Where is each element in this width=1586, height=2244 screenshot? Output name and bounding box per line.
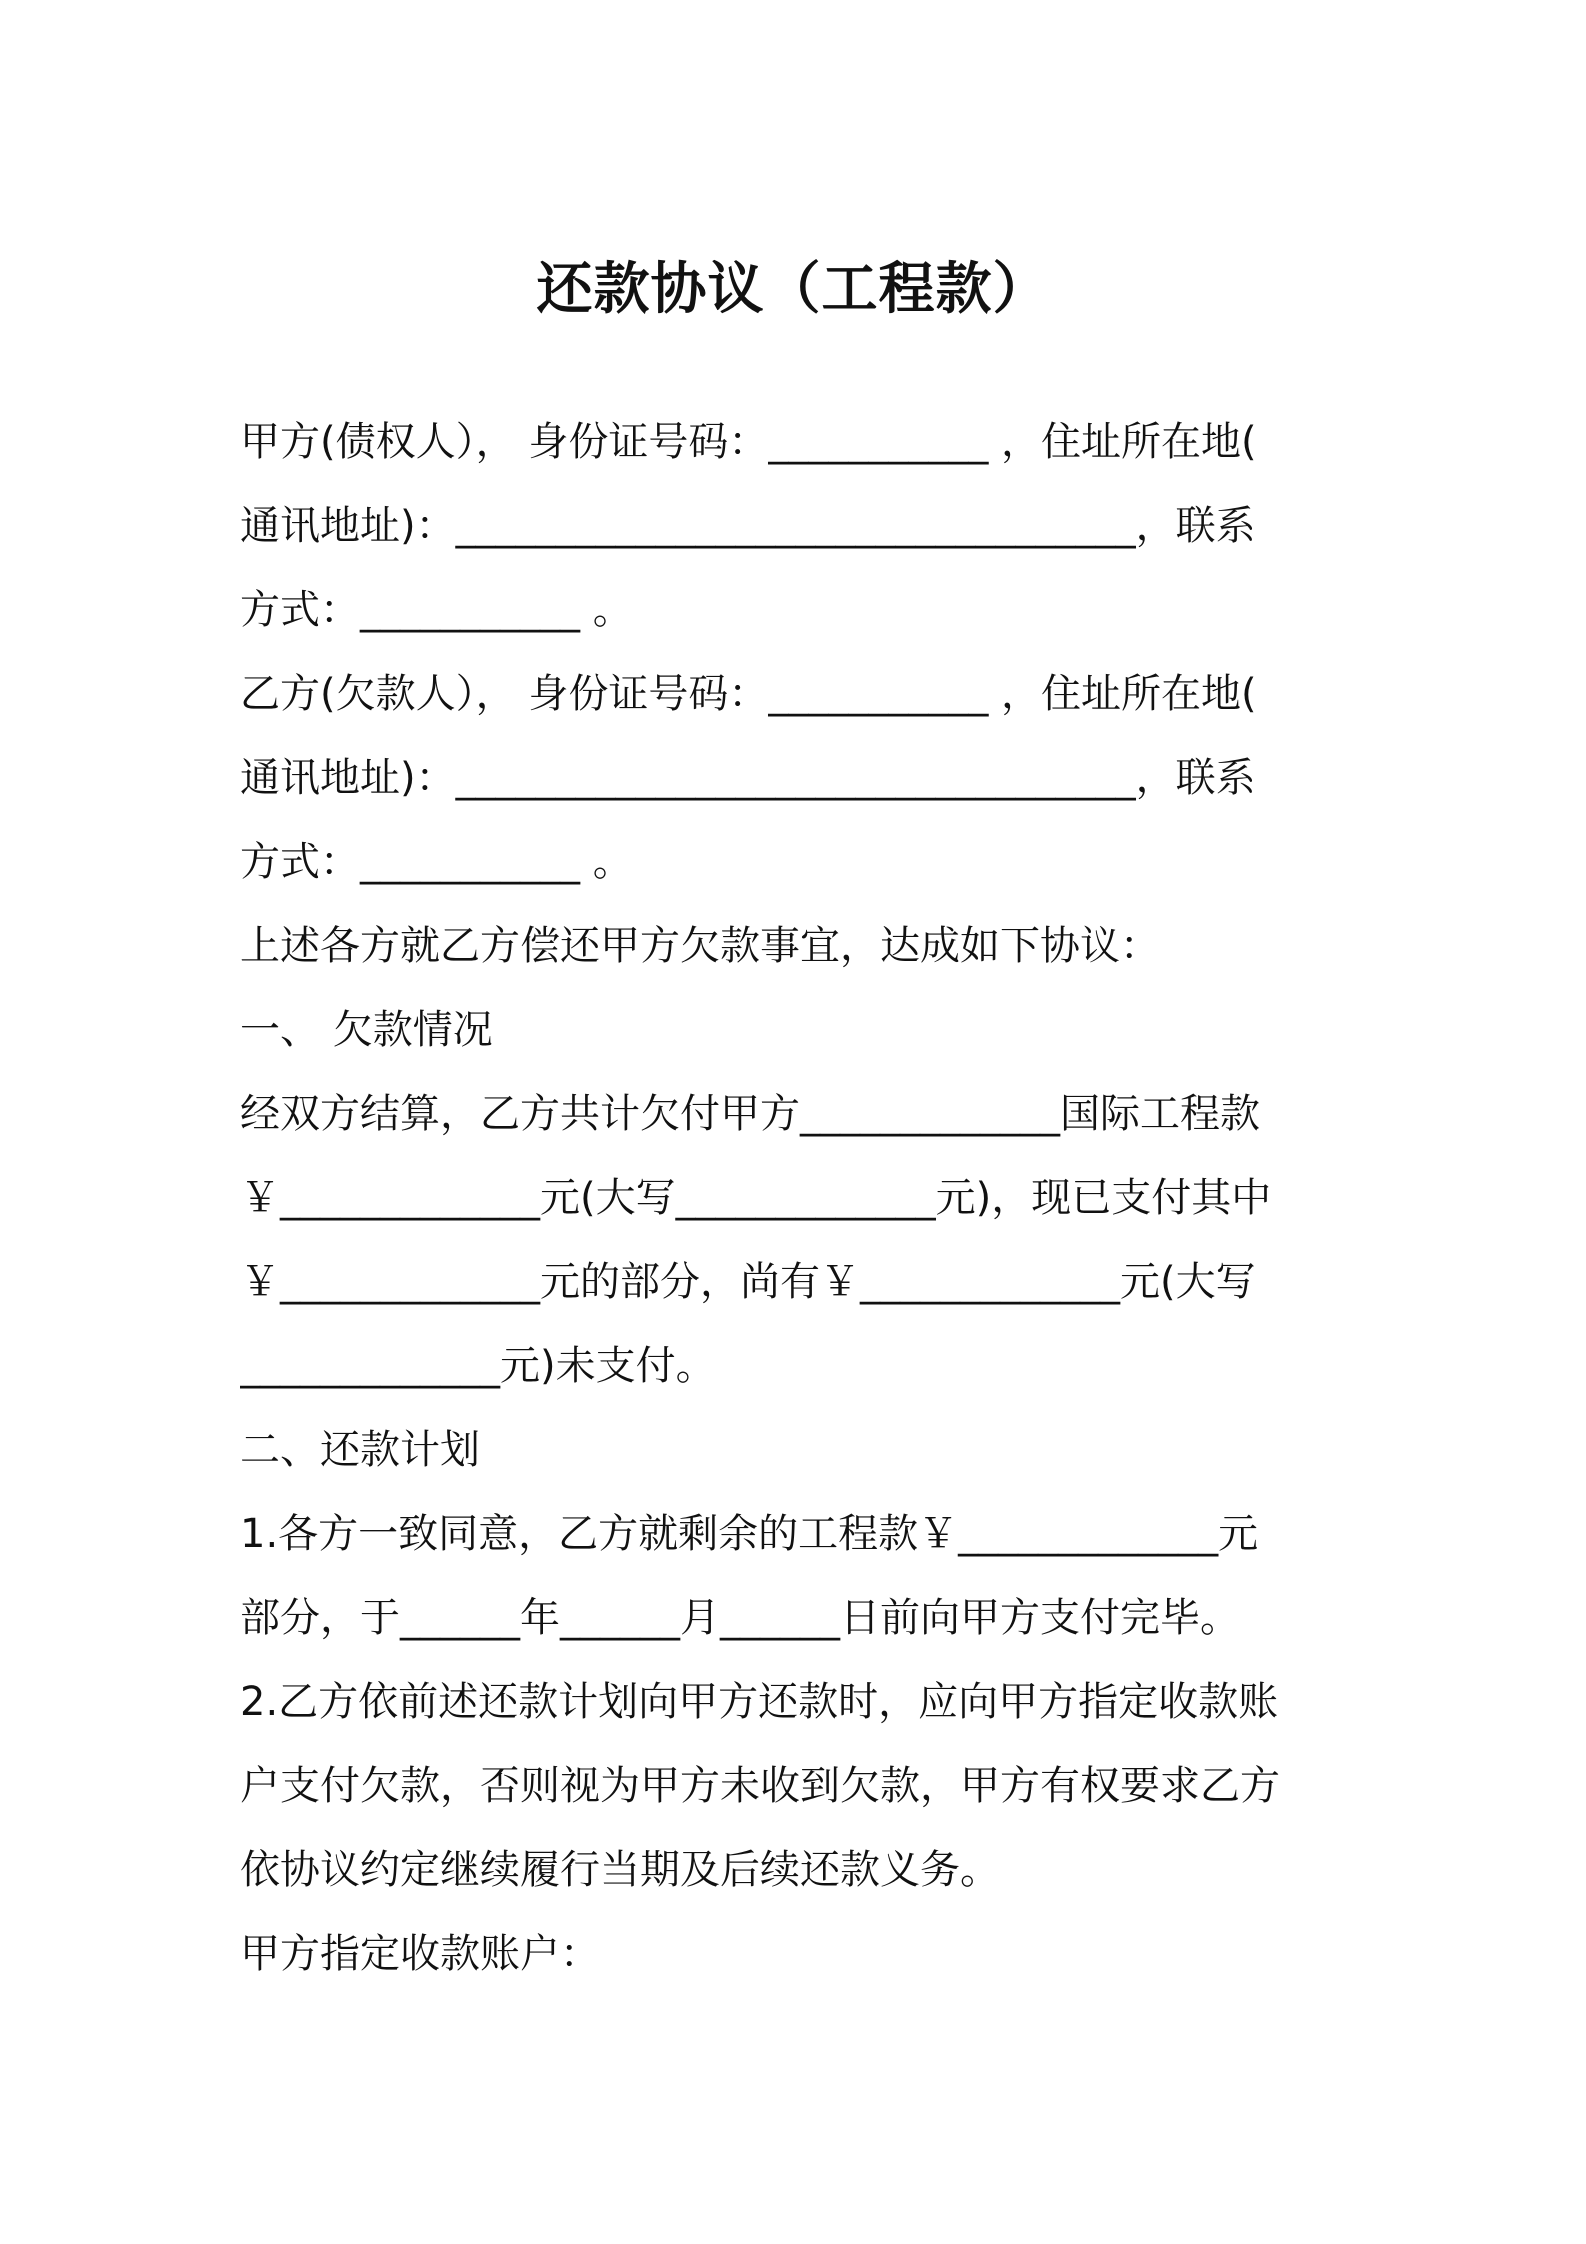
party-a-line-3: 方式：___________ 。 <box>240 587 633 633</box>
party-a-line-2: 通讯地址)：__________________________________，联系 <box>240 503 1256 549</box>
document-body <box>240 400 1352 1996</box>
section-heading-plan: 二、还款计划 <box>240 1427 480 1473</box>
plan-item-2-line-1: 2.乙方依前述还款计划向甲方还款时，应向甲方指定收款账 <box>240 1679 1279 1725</box>
plan-item-2-line-2: 户支付欠款，否则视为甲方未收到欠款，甲方有权要求乙方 <box>240 1763 1280 1809</box>
section-heading-debt: 一、 欠款情况 <box>240 1007 493 1053</box>
debt-paragraph-line-3: ￥_____________元的部分，尚有￥_____________元(大写 <box>240 1259 1256 1305</box>
plan-item-2-line-3: 依协议约定继续履行当期及后续还款义务。 <box>240 1847 1000 1893</box>
party-b-line-3: 方式：___________ 。 <box>240 839 633 885</box>
debt-paragraph-line-1: 经双方结算，乙方共计欠付甲方_____________国际工程款 <box>240 1091 1260 1137</box>
party-b-line-2: 通讯地址)：__________________________________，联系 <box>240 755 1256 801</box>
agreement-intro: 上述各方就乙方偿还甲方欠款事宜，达成如下协议： <box>240 923 1160 969</box>
debt-paragraph-line-4: _____________元)未支付。 <box>240 1343 716 1389</box>
plan-item-1-line-1: 1.各方一致同意，乙方就剩余的工程款￥_____________元 <box>240 1511 1259 1557</box>
party-a-line-1: 甲方(债权人）， 身份证号码：___________ ，住址所在地( <box>240 419 1257 465</box>
debt-paragraph-line-2: ￥_____________元(大写_____________元)，现已支付其中 <box>240 1175 1272 1221</box>
plan-item-1-line-2: 部分，于______年______月______日前向甲方支付完毕。 <box>240 1595 1240 1641</box>
document-title: 还款协议（工程款） <box>536 257 1050 322</box>
designated-account-label: 甲方指定收款账户： <box>240 1931 600 1977</box>
party-b-line-1: 乙方(欠款人）， 身份证号码：___________ ，住址所在地( <box>240 671 1257 717</box>
